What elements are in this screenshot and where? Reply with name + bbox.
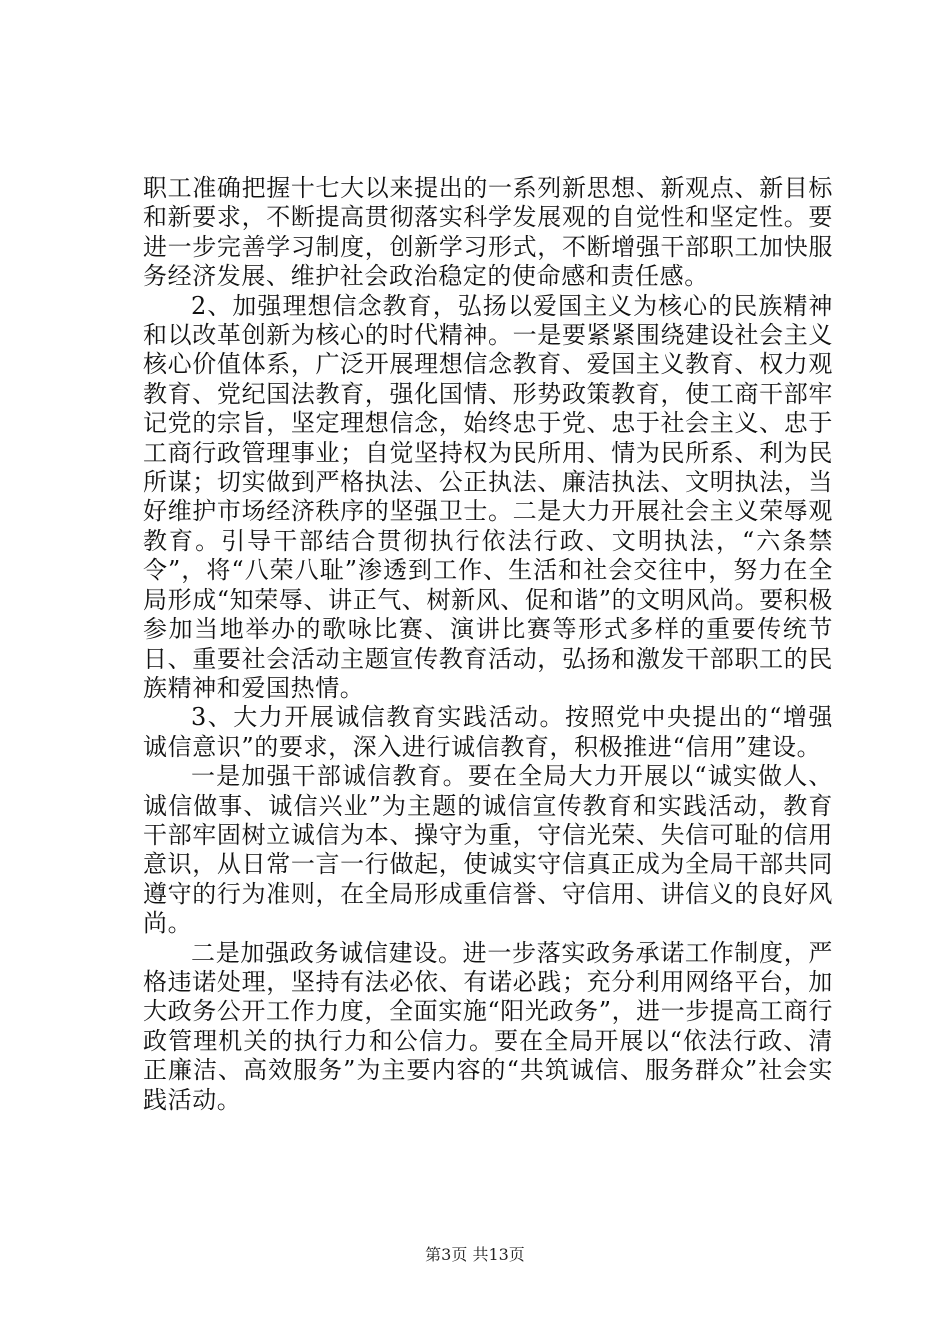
paragraph-integrity-activities: 3、大力开展诚信教育实践活动。按照党中央提出的“增强诚信意识”的要求，深入进行诚信教育，积极推进“信用”建设。 (143, 703, 833, 761)
page-number-footer: 第3页 共13页 (425, 1245, 525, 1264)
paragraph-government-integrity: 二是加强政务诚信建设。进一步落实政务承诺工作制度，严格违诺处理，坚持有法必依、有诺必践；充分利用网络平台，加大政务公开工作力度，全面实施“阳光政务”，进一步提高工商行政管理机关的执行力和公信力。要在全局开展以“依法行政、清正廉洁、高效服务”为主要内容的“共筑诚信、服务群众”社会实践活动。 (143, 938, 833, 1114)
paragraph-cadre-integrity: 一是加强干部诚信教育。要在全局大力开展以“诚实做人、诚信做事、诚信兴业”为主题的诚信宣传教育和实践活动，教育干部牢固树立诚信为本、操守为重，守信光荣、失信可耻的信用意识，从日常一言一行做起，使诚实守信真正成为全局干部共同遵守的行为准则，在全局形成重信誉、守信用、讲信义的良好风尚。 (143, 762, 833, 938)
paragraph-continuation: 职工准确把握十七大以来提出的一系列新思想、新观点、新目标和新要求，不断提高贯彻落实科学发展观的自觉性和坚定性。要进一步完善学习制度，创新学习形式，不断增强干部职工加快服务经济发展、维护社会政治稳定的使命感和责任感。 (143, 174, 833, 291)
paragraph-ideals-education: 2、加强理想信念教育，弘扬以爱国主义为核心的民族精神和以改革创新为核心的时代精神。一是要紧紧围绕建设社会主义核心价值体系，广泛开展理想信念教育、爱国主义教育、权力观教育、党纪国法教育，强化国情、形势政策教育，使工商干部牢记党的宗旨，坚定理想信念，始终忠于党、忠于社会主义、忠于工商行政管理事业；自觉坚持权为民所用、情为民所系、利为民所谋；切实做到严格执法、公正执法、廉洁执法、文明执法，当好维护市场经济秩序的坚强卫士。二是大力开展社会主义荣辱观教育。引导干部结合贯彻执行依法行政、文明执法，“六条禁令”，将“八荣八耻”渗透到工作、生活和社会交往中，努力在全局形成“知荣辱、讲正气、树新风、促和谐”的文明风尚。要积极参加当地举办的歌咏比赛、演讲比赛等形式多样的重要传统节日、重要社会活动主题宣传教育活动，弘扬和激发干部职工的民族精神和爱国热情。 (143, 291, 833, 702)
document-body (143, 174, 833, 1115)
